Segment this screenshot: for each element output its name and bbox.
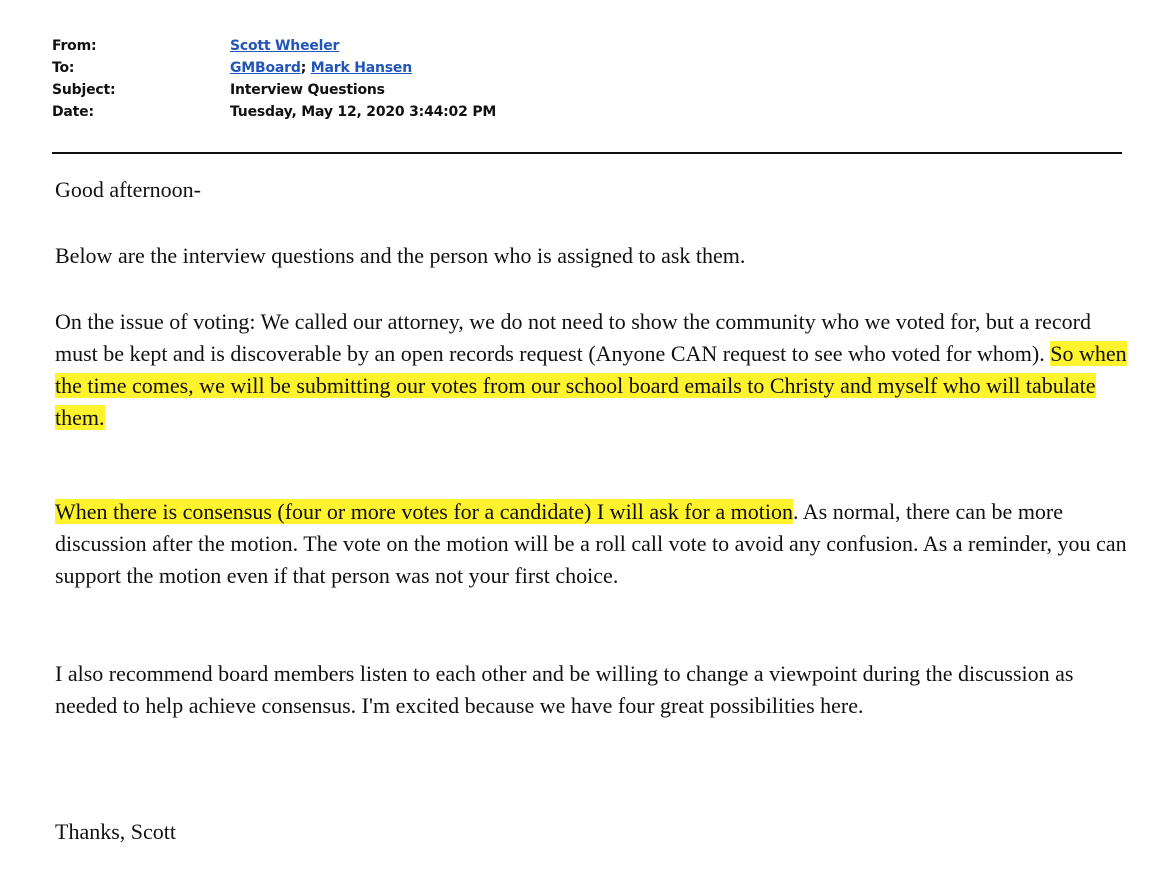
recommend-paragraph: I also recommend board members listen to each other and be willing to change a viewpoint during the discussion as needed to help achieve consensus. I'm excited because we have four great possibilities here. xyxy=(55,661,1074,718)
date-value: Tuesday, May 12, 2020 3:44:02 PM xyxy=(230,104,497,120)
date-label: Date: xyxy=(52,104,94,120)
from-value xyxy=(230,36,339,56)
recipient-separator: ; xyxy=(300,60,311,76)
consensus-text: . As normal, there can be more discussion after the motion. The vote on the motion will be a roll call vote to avoid any confusion. As a reminder, you can support the motion even if that person was not your first choice. xyxy=(55,499,1127,588)
from-label: From: xyxy=(52,38,97,54)
consensus-highlight: When there is consensus (four or more votes for a candidate) I will ask for a motion xyxy=(55,499,793,524)
email-header xyxy=(52,36,1122,154)
greeting: Good afternoon- xyxy=(55,177,202,202)
sender-link[interactable]: Scott Wheeler xyxy=(230,38,340,54)
voting-text: On the issue of voting: We called our attorney, we do not need to show the community who we voted for, but a record must be kept and is discoverable by an open records request (Anyone CAN request to see who voted for whom). xyxy=(55,309,1091,366)
voting-highlight: So when the time comes, we will be submitting our votes from our school board emails to Christy and myself who will tabulate them. xyxy=(55,341,1127,430)
to-label: To: xyxy=(52,60,75,76)
subject-value: Interview Questions xyxy=(230,82,385,98)
to-value xyxy=(230,58,412,78)
recipient-link-gmboard[interactable]: GMBoard xyxy=(230,60,301,76)
intro-paragraph: Below are the interview questions and the person who is assigned to ask them. xyxy=(55,243,746,268)
voting-paragraph xyxy=(55,306,1135,434)
recipient-link-mark-hansen[interactable]: Mark Hansen xyxy=(310,60,412,76)
consensus-paragraph xyxy=(55,496,1135,592)
subject-label: Subject: xyxy=(52,82,116,98)
signoff: Thanks, Scott xyxy=(55,819,176,844)
